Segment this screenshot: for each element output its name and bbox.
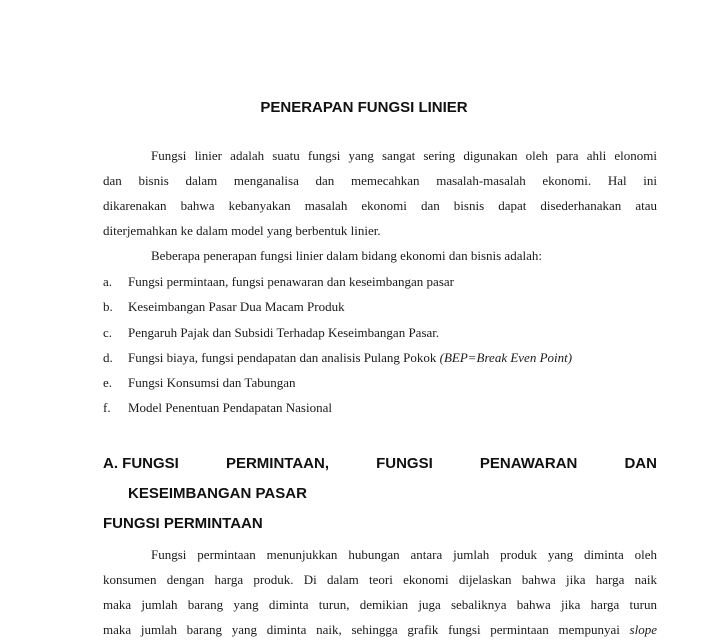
intro-line-3: dikarenakan bahwa kebanyakan masalah ekonomi dan bisnis dapat disederhanakan atau [103,198,657,213]
intro-line-5: Beberapa penerapan fungsi linier dalam bidang ekonomi dan bisnis adalah: [151,248,542,263]
demand-line-2: konsumen dengan harga produk. Di dalam teori ekonomi dijelaskan bahwa jika harga naik [103,572,657,587]
list-text: Fungsi Konsumsi dan Tabungan [128,375,296,391]
intro-line-2: dan bisnis dalam menganalisa dan memecahkan masalah-masalah ekonomi. Hal ini [103,173,657,188]
list-letter: a. [103,274,113,289]
list-text: Pengaruh Pajak dan Subsidi Terhadap Keseimbangan Pasar. [128,324,440,340]
list-item [103,395,657,420]
list-item [103,345,657,370]
list-letter: c. [103,324,113,340]
page-title: PENERAPAN FUNGSI LINIER [260,99,468,116]
list-item [103,320,657,345]
section-heading-word: PERMINTAAN, [225,455,329,472]
subheading: FUNGSI PERMINTAAN [103,515,263,532]
demand-line-4-text: maka jumlah barang yang diminta naik, sehingga grafik fungsi permintaan mempunyai [103,622,620,637]
list-text: Fungsi permintaan, fungsi penawaran dan keseimbangan pasar [128,274,454,289]
intro-line-1: Fungsi linier adalah suatu fungsi yang sangat sering digunakan oleh para ahli elonomi [151,148,657,163]
intro-paragraph [103,143,657,268]
section-heading-word: FUNGSI [376,455,433,472]
section-heading-word: PENAWARAN [479,455,578,472]
section-a-heading [103,449,657,509]
list-italic-text: (BEP=Break Even Point) [439,349,573,365]
list-text: Keseimbangan Pasar Dua Macam Produk [128,299,345,315]
list-text: Fungsi biaya, fungsi pendapatan dan analisis Pulang Pokok [128,349,440,365]
list-item [103,294,657,319]
list-item [103,269,657,294]
demand-line-4-italic: slope [629,622,657,637]
intro-line-4: diterjemahkan ke dalam model yang berbentuk linier. [103,223,381,238]
section-heading-word: DAN [624,455,657,472]
list-letter: d. [103,349,113,365]
application-list [103,269,657,421]
demand-line-3: maka jumlah barang yang diminta turun, demikian juga sebaliknya bahwa jika harga turun [103,597,657,612]
section-heading-line-2: KESEIMBANGAN PASAR [128,485,307,502]
section-heading-word: A. FUNGSI [103,455,179,472]
list-item [103,370,657,395]
list-letter: b. [103,299,113,315]
list-letter: e. [103,375,113,391]
list-letter: f. [103,400,111,416]
demand-paragraph [103,542,657,642]
demand-line-1: Fungsi permintaan menunjukkan hubungan antara jumlah produk yang diminta oleh [151,547,657,562]
list-text: Model Penentuan Pendapatan Nasional [128,400,332,416]
